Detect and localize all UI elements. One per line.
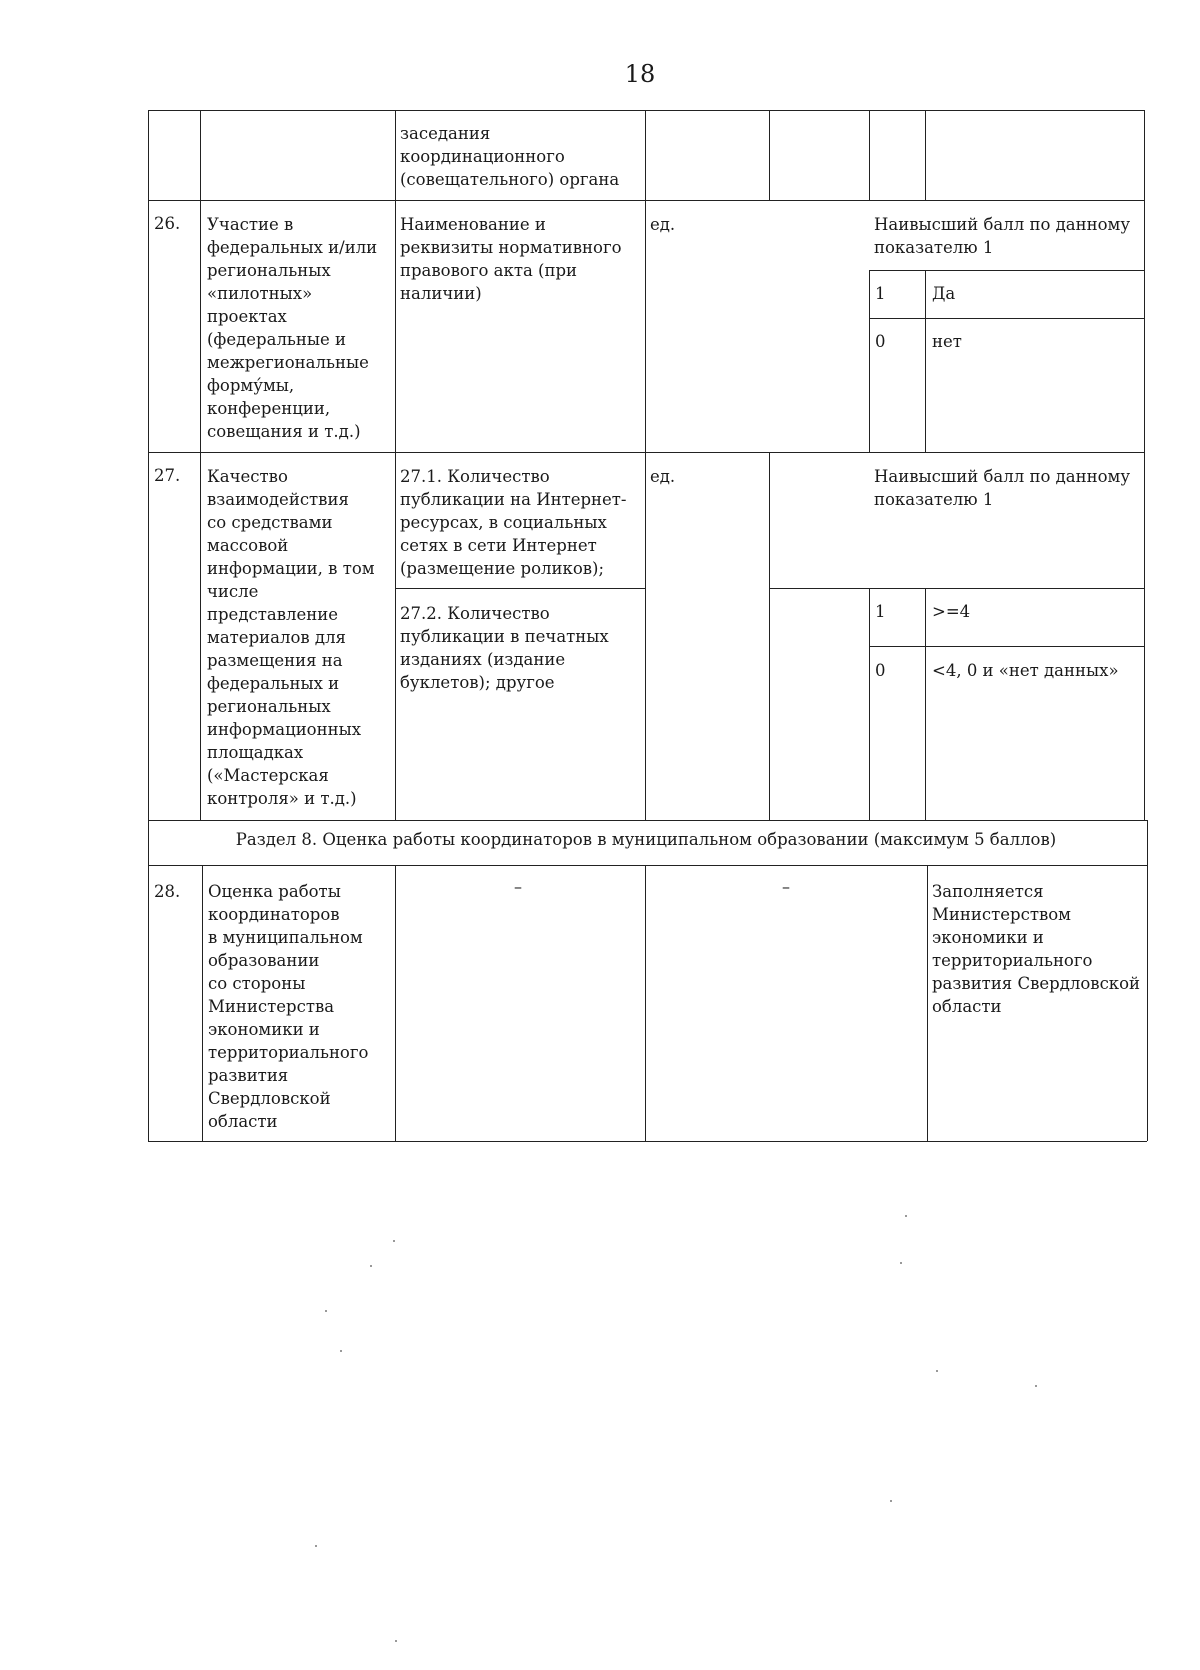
row-number: 26. xyxy=(154,214,181,233)
source-dash: – xyxy=(514,877,522,896)
table-line xyxy=(769,588,1144,589)
continuation-source-cell: заседания координационного (совещательного) органа xyxy=(400,124,620,189)
max-score-cell: Наивысший балл по данному показателю 1 xyxy=(874,467,1131,509)
table-line xyxy=(769,110,770,200)
table-line xyxy=(202,865,203,1141)
table-line xyxy=(148,200,1144,201)
source-cell: 27.2. Количество публикации в печатных изданиях (издание буклетов); другое xyxy=(400,604,609,692)
table-line xyxy=(925,270,926,452)
score-value: 0 xyxy=(875,332,886,351)
scan-speck xyxy=(905,1215,907,1217)
score-label: Да xyxy=(932,284,956,303)
scan-speck xyxy=(370,1265,372,1267)
note-cell: Заполняется Министерством экономики и территориального развития Свердловской области xyxy=(932,882,1141,1016)
table-line xyxy=(769,452,770,820)
table-line xyxy=(869,646,1144,647)
scan-speck xyxy=(1035,1385,1037,1387)
scan-speck xyxy=(900,1262,902,1264)
table-line xyxy=(148,110,149,1141)
scan-speck xyxy=(890,1500,892,1502)
source-cell: 27.1. Количество публикации на Интернет- ресурсах, в социальных сетях в сети Интернет (размещение роликов); xyxy=(400,467,627,578)
table-line xyxy=(395,865,396,1141)
table-line xyxy=(395,110,396,820)
table-line xyxy=(927,865,928,1141)
score-value: 0 xyxy=(875,661,886,680)
scan-speck xyxy=(325,1310,327,1312)
unit-cell: ед. xyxy=(650,215,676,234)
table-line xyxy=(148,865,1147,866)
indicator-cell: Качество взаимодействия со средствами массовой информации, в том числе представление материалов для размещения на федеральных и региональных информационных площадках («Мастерская контроля» и т.д.) xyxy=(207,467,375,808)
score-label: >=4 xyxy=(932,602,971,621)
table-line xyxy=(395,588,645,589)
indicator-cell: Участие в федеральных и/или региональных «пилотных» проектах (федеральные и межрегиональные форму́мы, конференции, совещания и т.д.) xyxy=(207,215,378,441)
unit-cell: ед. xyxy=(650,467,676,486)
source-cell: Наименование и реквизиты нормативного правового акта (при наличии) xyxy=(400,215,622,303)
score-value: 1 xyxy=(875,284,886,303)
score-label: <4, 0 и «нет данных» xyxy=(932,661,1119,680)
scan-speck xyxy=(936,1370,938,1372)
table-line xyxy=(925,110,926,200)
indicator-cell: Оценка работы координаторов в муниципальном образовании со стороны Министерства экономики и территориального развития Свердловской области xyxy=(208,882,369,1131)
table-line xyxy=(148,820,1147,821)
table-line xyxy=(925,588,926,820)
table-line xyxy=(148,110,1144,111)
score-label: нет xyxy=(932,332,962,351)
scan-speck xyxy=(315,1545,317,1547)
table-line xyxy=(200,110,201,820)
table-line xyxy=(869,588,870,820)
table-line xyxy=(148,1141,1147,1142)
table-line xyxy=(1147,820,1148,1141)
scan-speck xyxy=(340,1350,342,1352)
page-number: 18 xyxy=(624,60,656,88)
table-line xyxy=(869,270,1144,271)
table-line xyxy=(1144,110,1145,820)
score-value: 1 xyxy=(875,602,886,621)
table-line xyxy=(869,318,1144,319)
table-line xyxy=(869,270,870,452)
row-number: 27. xyxy=(154,466,181,485)
table-line xyxy=(869,110,870,200)
scan-speck xyxy=(393,1240,395,1242)
unit-dash: – xyxy=(782,877,790,896)
table-line xyxy=(148,452,1144,453)
section-heading: Раздел 8. Оценка работы координаторов в муниципальном образовании (максимум 5 баллов) xyxy=(235,830,1057,849)
scan-speck xyxy=(395,1640,397,1642)
row-number: 28. xyxy=(154,882,181,901)
table-line xyxy=(645,110,646,820)
table-line xyxy=(645,865,646,1141)
max-score-cell: Наивысший балл по данному показателю 1 xyxy=(874,215,1131,257)
